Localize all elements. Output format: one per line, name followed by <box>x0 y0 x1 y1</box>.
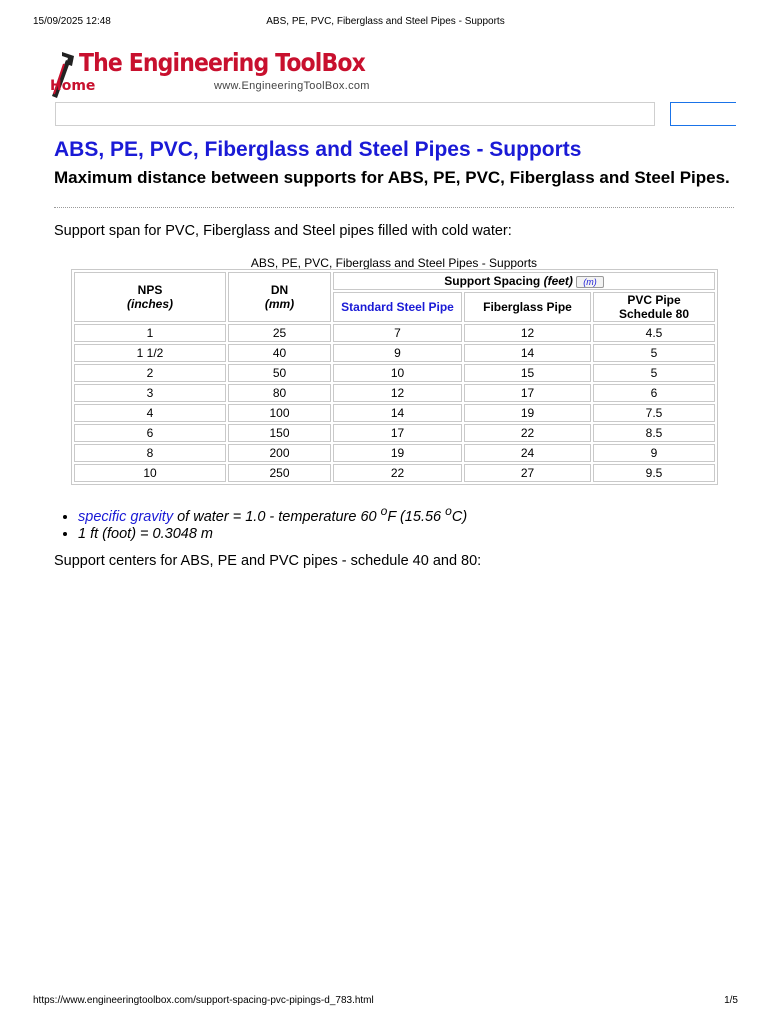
intro-text: Support span for PVC, Fiberglass and Steel pipes filled with cold water: <box>54 223 512 239</box>
page-title: ABS, PE, PVC, Fiberglass and Steel Pipes - Supports <box>54 138 582 161</box>
table-body <box>74 324 715 482</box>
nps-unit: (inches) <box>126 297 173 311</box>
note-text: F (15.56 <box>387 508 446 525</box>
table-row <box>74 404 715 422</box>
notes-list <box>54 503 467 543</box>
table-cell: 8 <box>74 444 226 462</box>
table-row <box>74 364 715 382</box>
degree-sup: o <box>445 504 452 518</box>
table-cell: 14 <box>333 404 462 422</box>
table-cell: 4 <box>74 404 226 422</box>
support-centers-text: Support centers for ABS, PE and PVC pipes - schedule 40 and 80: <box>54 553 482 569</box>
table-cell: 19 <box>333 444 462 462</box>
table-cell: 40 <box>228 344 331 362</box>
table-row <box>74 424 715 442</box>
search-button[interactable] <box>670 102 736 126</box>
header-steel[interactable] <box>333 292 462 322</box>
table-cell: 50 <box>228 364 331 382</box>
header-dn <box>228 272 331 322</box>
table-cell: 8.5 <box>593 424 715 442</box>
table-cell: 150 <box>228 424 331 442</box>
pvc-label: PVC Pipe <box>627 293 681 307</box>
table-cell: 6 <box>74 424 226 442</box>
site-logo[interactable] <box>48 46 388 100</box>
table-cell: 27 <box>464 464 591 482</box>
print-doc-title: ABS, PE, PVC, Fiberglass and Steel Pipes - Supports <box>266 16 505 27</box>
print-datetime: 15/09/2025 12:48 <box>33 16 111 27</box>
search-input[interactable] <box>55 102 655 126</box>
table-cell: 100 <box>228 404 331 422</box>
table-caption: ABS, PE, PVC, Fiberglass and Steel Pipes - Supports <box>250 256 538 270</box>
table-cell: 1 1/2 <box>74 344 226 362</box>
header-nps <box>74 272 226 322</box>
table-cell: 17 <box>464 384 591 402</box>
brand-name: The Engineering ToolBox <box>79 48 365 77</box>
specific-gravity-link[interactable]: specific gravity <box>78 508 174 525</box>
header-pvc <box>593 292 715 322</box>
table-row <box>74 384 715 402</box>
note-text: C) <box>451 508 468 525</box>
dn-unit: (mm) <box>264 297 295 311</box>
metric-toggle-button[interactable]: (m) <box>576 276 604 288</box>
table-row <box>74 464 715 482</box>
table-cell: 22 <box>333 464 462 482</box>
table-cell: 9.5 <box>593 464 715 482</box>
table-cell: 7 <box>333 324 462 342</box>
table-cell: 14 <box>464 344 591 362</box>
page-subtitle: Maximum distance between supports for ABS, PE, PVC, Fiberglass and Steel Pipes. <box>54 168 730 187</box>
nps-label: NPS <box>137 283 163 297</box>
table-cell: 25 <box>228 324 331 342</box>
table-cell: 12 <box>333 384 462 402</box>
table-cell: 10 <box>333 364 462 382</box>
table-cell: 5 <box>593 364 715 382</box>
table-cell: 19 <box>464 404 591 422</box>
dn-label: DN <box>270 283 289 297</box>
table-cell: 24 <box>464 444 591 462</box>
divider <box>54 207 734 208</box>
table-cell: 10 <box>74 464 226 482</box>
table-cell: 3 <box>74 384 226 402</box>
list-item <box>78 503 467 526</box>
table-cell: 9 <box>333 344 462 362</box>
table-cell: 7.5 <box>593 404 715 422</box>
table-cell: 15 <box>464 364 591 382</box>
steel-pipe-link[interactable]: Standard Steel Pipe <box>341 300 454 314</box>
table-cell: 17 <box>333 424 462 442</box>
home-link[interactable]: Home <box>50 78 96 94</box>
table-cell: 80 <box>228 384 331 402</box>
degree-sup: o <box>380 504 388 518</box>
pvc-schedule: Schedule 80 <box>618 307 690 321</box>
table-row <box>74 324 715 342</box>
table-row <box>74 444 715 462</box>
note-text: of water = 1.0 - temperature 60 <box>173 508 381 525</box>
header-support-spacing <box>333 272 715 290</box>
table-cell: 1 <box>74 324 226 342</box>
table-cell: 4.5 <box>593 324 715 342</box>
table-cell: 5 <box>593 344 715 362</box>
spacing-label: Support Spacing <box>444 274 541 288</box>
support-spacing-table <box>71 269 718 485</box>
list-item: • 1 ft (foot) = 0.3048 m <box>78 526 467 543</box>
table-cell: 22 <box>464 424 591 442</box>
spacing-unit: (feet) <box>543 274 573 288</box>
table-cell: 6 <box>593 384 715 402</box>
table-cell: 12 <box>464 324 591 342</box>
table-row <box>74 344 715 362</box>
print-url: https://www.engineeringtoolbox.com/support-spacing-pvc-pipings-d_783.html <box>33 995 374 1006</box>
table-cell: 250 <box>228 464 331 482</box>
site-url: www.EngineeringToolBox.com <box>214 80 370 92</box>
table-cell: 200 <box>228 444 331 462</box>
page-number: 1/5 <box>724 995 738 1006</box>
table-cell: 2 <box>74 364 226 382</box>
header-fiberglass: Fiberglass Pipe <box>464 292 591 322</box>
table-cell: 9 <box>593 444 715 462</box>
